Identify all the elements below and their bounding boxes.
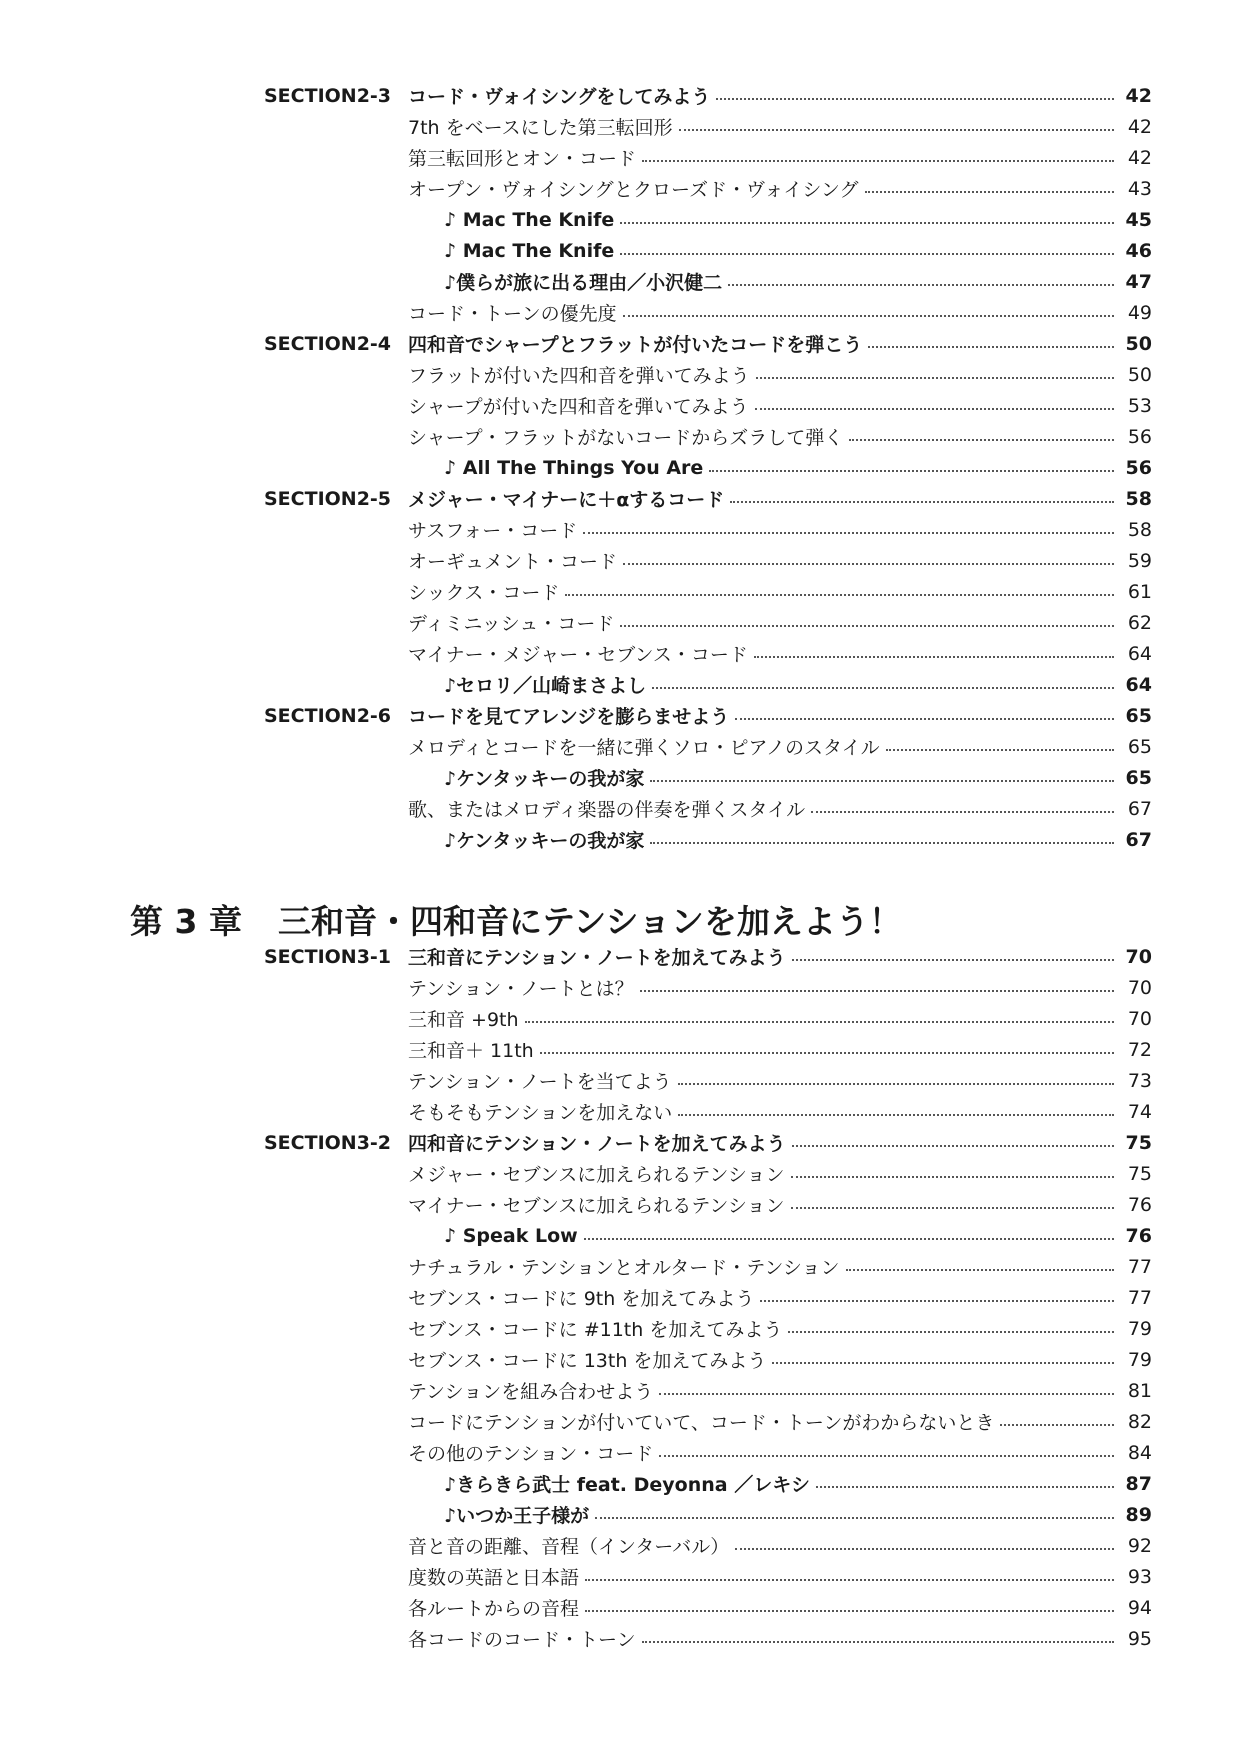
entry-title: テンション・ノートとは？ <box>408 978 634 1000</box>
toc-item-row <box>0 1623 1240 1654</box>
dot-leader <box>652 687 1114 689</box>
page-number: 82 <box>1127 1410 1152 1433</box>
page-number: 67 <box>1127 797 1152 820</box>
page-number: 65 <box>1125 766 1152 789</box>
entry-title: メジャー・マイナーに＋αするコード <box>408 489 725 511</box>
entry-title: 7th をベースにした第三転回形 <box>408 117 673 139</box>
entry-title: オーギュメント・コード <box>408 551 618 573</box>
page-number: 43 <box>1127 177 1152 200</box>
entry-title: コード・ヴォイシングをしてみよう <box>408 86 711 108</box>
toc-entry <box>408 547 1152 574</box>
toc-song-row <box>0 204 1240 235</box>
dot-leader <box>1000 1424 1114 1426</box>
dot-leader <box>772 1362 1114 1364</box>
dot-leader <box>868 346 1114 348</box>
page-number: 45 <box>1125 208 1152 231</box>
toc-item-row <box>0 731 1240 762</box>
entry-title: ♪セロリ／山崎まさよし <box>444 675 647 697</box>
page-number: 94 <box>1127 1596 1152 1619</box>
page-number: 70 <box>1125 945 1152 968</box>
section-number: SECTION2-5 <box>264 487 392 510</box>
toc-entry <box>408 175 1152 202</box>
toc-entry <box>408 578 1152 605</box>
toc-section-row <box>0 700 1240 731</box>
page-number: 93 <box>1127 1565 1152 1588</box>
page-number: 70 <box>1127 1007 1152 1030</box>
page-number: 95 <box>1127 1627 1152 1650</box>
toc-song-row <box>0 1499 1240 1530</box>
page-number: 49 <box>1127 301 1152 324</box>
dot-leader <box>623 563 1114 565</box>
toc-entry <box>408 1036 1152 1063</box>
toc-entry <box>444 764 1152 791</box>
toc-entry <box>444 240 1152 262</box>
entry-title: テンションを組み合わせよう <box>408 1381 654 1403</box>
toc-section-row <box>0 80 1240 111</box>
entry-title: コードにテンションが付いていて、コード・トーンがわからないとき <box>408 1412 995 1434</box>
entry-title: 四和音にテンション・ノートを加えてみよう <box>408 1133 786 1155</box>
page-number: 75 <box>1125 1131 1152 1154</box>
toc-item-row <box>0 142 1240 173</box>
page-number: 56 <box>1127 425 1152 448</box>
chapter-number: 第 3 章 <box>130 902 242 941</box>
toc-entry <box>408 1253 1152 1280</box>
toc-item-row <box>0 545 1240 576</box>
page-number: 65 <box>1127 735 1152 758</box>
entry-title: テンション・ノートを当てよう <box>408 1071 672 1093</box>
entry-title: ナチュラル・テンションとオルタード・テンション <box>408 1257 840 1279</box>
page-number: 92 <box>1127 1534 1152 1557</box>
entry-title: 各コードのコード・トーン <box>408 1629 636 1651</box>
toc-song-row <box>0 1468 1240 1499</box>
dot-leader <box>791 1207 1115 1209</box>
toc-item-row <box>0 1344 1240 1375</box>
toc-section-row <box>0 483 1240 514</box>
page-number: 87 <box>1125 1472 1152 1495</box>
page-number: 81 <box>1127 1379 1152 1402</box>
toc-entry <box>408 299 1152 326</box>
toc-entry <box>444 1501 1152 1528</box>
entry-title: コードを見てアレンジを膨らませよう <box>408 706 730 728</box>
toc-entry <box>408 1191 1152 1218</box>
page-number: 77 <box>1127 1286 1152 1309</box>
page-number: 50 <box>1125 332 1152 355</box>
entry-title: セブンス・コードに 9th を加えてみよう <box>408 1288 755 1310</box>
page-number: 61 <box>1127 580 1152 603</box>
section-number: SECTION3-1 <box>264 945 392 968</box>
dot-leader <box>788 1331 1114 1333</box>
toc-item-row <box>0 1406 1240 1437</box>
toc-entry <box>408 702 1152 729</box>
chapter-title: 三和音・四和音にテンションを加えよう！ <box>277 902 902 941</box>
toc-entry <box>408 640 1152 667</box>
toc-entry <box>408 1377 1152 1404</box>
toc-entry <box>408 1067 1152 1094</box>
toc-item-row <box>0 297 1240 328</box>
entry-title: ディミニッシュ・コード <box>408 613 615 635</box>
entry-title: 三和音 +9th <box>408 1009 519 1031</box>
page-number: 50 <box>1127 363 1152 386</box>
dot-leader <box>791 1176 1115 1178</box>
dot-leader <box>679 129 1114 131</box>
toc-entry <box>408 361 1152 388</box>
entry-title: マイナー・メジャー・セブンス・コード <box>408 644 748 666</box>
toc-entry <box>408 1098 1152 1125</box>
toc-entry <box>408 82 1152 109</box>
toc-entry <box>444 268 1152 295</box>
toc-entry <box>408 1408 1152 1435</box>
toc-entry <box>408 1005 1152 1032</box>
toc-section-row <box>0 1127 1240 1158</box>
entry-title: メジャー・セブンスに加えられるテンション <box>408 1164 785 1186</box>
entry-title: サスフォー・コード <box>408 520 578 542</box>
page-number: 89 <box>1125 1503 1152 1526</box>
toc-song-row <box>0 266 1240 297</box>
entry-title: その他のテンション・コード <box>408 1443 654 1465</box>
entry-title: シックス・コード <box>408 582 560 604</box>
toc-item-row <box>0 1034 1240 1065</box>
dot-leader <box>811 811 1114 813</box>
dot-leader <box>849 439 1114 441</box>
page-number: 84 <box>1127 1441 1152 1464</box>
dot-leader <box>846 1269 1115 1271</box>
entry-title: 歌、またはメロディ楽器の伴奏を弾くスタイル <box>408 799 806 821</box>
dot-leader <box>650 842 1114 844</box>
entry-title: ♪ All The Things You Are <box>444 456 704 479</box>
toc-entry <box>408 1315 1152 1342</box>
dot-leader <box>650 780 1114 782</box>
dot-leader <box>565 594 1114 596</box>
toc-song-row <box>0 669 1240 700</box>
section-number: SECTION2-4 <box>264 332 392 355</box>
toc-item-row <box>0 1561 1240 1592</box>
entry-title: ♪きらきら武士 feat. Deyonna ／レキシ <box>444 1474 811 1496</box>
entry-title: シャープが付いた四和音を弾いてみよう <box>408 396 749 418</box>
dot-leader <box>755 408 1114 410</box>
page-number: 53 <box>1127 394 1152 417</box>
toc-entry <box>408 144 1152 171</box>
toc-section-row <box>0 941 1240 972</box>
toc-item-row <box>0 1313 1240 1344</box>
page-number: 59 <box>1127 549 1152 572</box>
dot-leader <box>584 1238 1114 1240</box>
toc-item-row <box>0 607 1240 638</box>
dot-leader <box>716 98 1114 100</box>
page-number: 76 <box>1125 1224 1152 1247</box>
entry-title: シャープ・フラットがないコードからズラして弾く <box>408 427 844 449</box>
toc-item-row <box>0 1375 1240 1406</box>
page-number: 58 <box>1125 487 1152 510</box>
dot-leader <box>678 1083 1114 1085</box>
section-number: SECTION2-3 <box>264 84 392 107</box>
page-number: 65 <box>1125 704 1152 727</box>
dot-leader <box>620 625 1114 627</box>
toc-entry <box>408 943 1152 970</box>
toc-entry <box>444 1225 1152 1247</box>
section-number: SECTION3-2 <box>264 1131 392 1154</box>
entry-title: ♪僕らが旅に出る理由／小沢健二 <box>444 272 723 294</box>
toc-entry <box>408 1594 1152 1621</box>
toc-song-row <box>0 824 1240 855</box>
dot-leader <box>585 1579 1114 1581</box>
toc-song-row <box>0 1220 1240 1251</box>
toc-item-row <box>0 638 1240 669</box>
dot-leader <box>760 1300 1114 1302</box>
toc-item-row <box>0 1251 1240 1282</box>
toc-entry <box>408 1439 1152 1466</box>
dot-leader <box>659 1393 1114 1395</box>
page-number: 67 <box>1125 828 1152 851</box>
entry-title: ♪ケンタッキーの我が家 <box>444 768 645 790</box>
page-number: 79 <box>1127 1348 1152 1371</box>
toc-entry <box>444 1470 1152 1497</box>
entry-title: マイナー・セブンスに加えられるテンション <box>408 1195 785 1217</box>
page-number: 79 <box>1127 1317 1152 1340</box>
dot-leader <box>540 1052 1114 1054</box>
toc-section-row <box>0 328 1240 359</box>
page-number: 75 <box>1127 1162 1152 1185</box>
entry-title: ♪ Mac The Knife <box>444 208 615 231</box>
page-number: 46 <box>1125 239 1152 262</box>
toc-item-row <box>0 576 1240 607</box>
toc-item-row <box>0 1158 1240 1189</box>
entry-title: 第三転回形とオン・コード <box>408 148 637 170</box>
toc-entry <box>444 826 1152 853</box>
toc-entry <box>408 609 1152 636</box>
page-number: 72 <box>1127 1038 1152 1061</box>
toc-item-row <box>0 1282 1240 1313</box>
entry-title: メロディとコードを一緒に弾くソロ・ピアノのスタイル <box>408 737 880 759</box>
toc-item-row <box>0 173 1240 204</box>
dot-leader <box>585 1610 1114 1612</box>
page-number: 47 <box>1125 270 1152 293</box>
page-number: 56 <box>1125 456 1152 479</box>
page-number: 64 <box>1127 642 1152 665</box>
dot-leader <box>709 470 1114 472</box>
dot-leader <box>756 377 1114 379</box>
page-number: 42 <box>1127 146 1152 169</box>
entry-title: オープン・ヴォイシングとクローズド・ヴォイシング <box>408 179 859 201</box>
entry-title: フラットが付いた四和音を弾いてみよう <box>408 365 750 387</box>
toc-item-row <box>0 1437 1240 1468</box>
toc-entry <box>408 1129 1152 1156</box>
page-number: 73 <box>1127 1069 1152 1092</box>
entry-title: セブンス・コードに 13th を加えてみよう <box>408 1350 767 1372</box>
entry-title: 四和音でシャープとフラットが付いたコードを弾こう <box>408 334 863 356</box>
dot-leader <box>678 1114 1114 1116</box>
entry-title: コード・トーンの優先度 <box>408 303 617 325</box>
page-number: 70 <box>1127 976 1152 999</box>
toc-entry <box>444 457 1152 479</box>
dot-leader <box>642 1641 1114 1643</box>
toc-song-row <box>0 452 1240 483</box>
toc-item-row <box>0 1189 1240 1220</box>
page-number: 76 <box>1127 1193 1152 1216</box>
dot-leader <box>642 160 1114 162</box>
toc-item-row <box>0 1096 1240 1127</box>
dot-leader <box>735 1548 1114 1550</box>
dot-leader <box>865 191 1115 193</box>
dot-leader <box>623 315 1114 317</box>
page-number: 64 <box>1125 673 1152 696</box>
toc-item-row <box>0 1003 1240 1034</box>
toc-entry <box>408 113 1152 140</box>
entry-title: 音と音の距離、音程（インターバル） <box>408 1536 730 1558</box>
entry-title: 三和音にテンション・ノートを加えてみよう <box>408 947 786 969</box>
toc-item-row <box>0 514 1240 545</box>
dot-leader <box>728 284 1114 286</box>
dot-leader <box>735 718 1114 720</box>
page-number: 42 <box>1125 84 1152 107</box>
toc-entry <box>408 423 1152 450</box>
toc-item-row <box>0 793 1240 824</box>
toc-entry <box>444 671 1152 698</box>
page-number: 62 <box>1127 611 1152 634</box>
section-number: SECTION2-6 <box>264 704 392 727</box>
entry-title: ♪ケンタッキーの我が家 <box>444 830 645 852</box>
dot-leader <box>792 959 1114 961</box>
page-number: 74 <box>1127 1100 1152 1123</box>
toc-entry <box>408 974 1152 1001</box>
toc-entry <box>408 1284 1152 1311</box>
toc-entry <box>408 1625 1152 1652</box>
entry-title: そもそもテンションを加えない <box>408 1102 673 1124</box>
toc-item-row <box>0 1530 1240 1561</box>
dot-leader <box>886 749 1114 751</box>
dot-leader <box>640 990 1114 992</box>
toc-item-row <box>0 421 1240 452</box>
entry-title: ♪ Speak Low <box>444 1224 578 1247</box>
page-number: 58 <box>1127 518 1152 541</box>
dot-leader <box>620 253 1114 255</box>
entry-title: ♪ Mac The Knife <box>444 239 615 262</box>
toc-item-row <box>0 1592 1240 1623</box>
toc-item-row <box>0 111 1240 142</box>
toc-entry <box>408 1563 1152 1590</box>
dot-leader <box>730 501 1114 503</box>
toc-song-row <box>0 235 1240 266</box>
page-number: 42 <box>1127 115 1152 138</box>
entry-title: ♪いつか王子様が <box>444 1505 590 1527</box>
entry-title: セブンス・コードに #11th を加えてみよう <box>408 1319 783 1341</box>
toc-song-row <box>0 762 1240 793</box>
page-number: 77 <box>1127 1255 1152 1278</box>
chapter-heading <box>130 896 902 943</box>
toc-item-row <box>0 972 1240 1003</box>
entry-title: 各ルートからの音程 <box>408 1598 580 1620</box>
dot-leader <box>595 1517 1114 1519</box>
toc-entry <box>408 516 1152 543</box>
entry-title: 度数の英語と日本語 <box>408 1567 580 1589</box>
toc-entry <box>408 733 1152 760</box>
toc-item-row <box>0 1065 1240 1096</box>
toc-entry <box>408 330 1152 357</box>
entry-title: 三和音＋ 11th <box>408 1040 534 1062</box>
toc-entry <box>408 1160 1152 1187</box>
toc-entry <box>408 1532 1152 1559</box>
toc-entry <box>408 392 1152 419</box>
dot-leader <box>754 656 1114 658</box>
dot-leader <box>583 532 1114 534</box>
toc-entry <box>408 485 1152 512</box>
dot-leader <box>659 1455 1114 1457</box>
dot-leader <box>525 1021 1114 1023</box>
dot-leader <box>816 1486 1114 1488</box>
toc-entry <box>408 1346 1152 1373</box>
toc-entry <box>444 209 1152 231</box>
toc-item-row <box>0 359 1240 390</box>
dot-leader <box>792 1145 1114 1147</box>
toc-item-row <box>0 390 1240 421</box>
toc-entry <box>408 795 1152 822</box>
dot-leader <box>620 222 1114 224</box>
